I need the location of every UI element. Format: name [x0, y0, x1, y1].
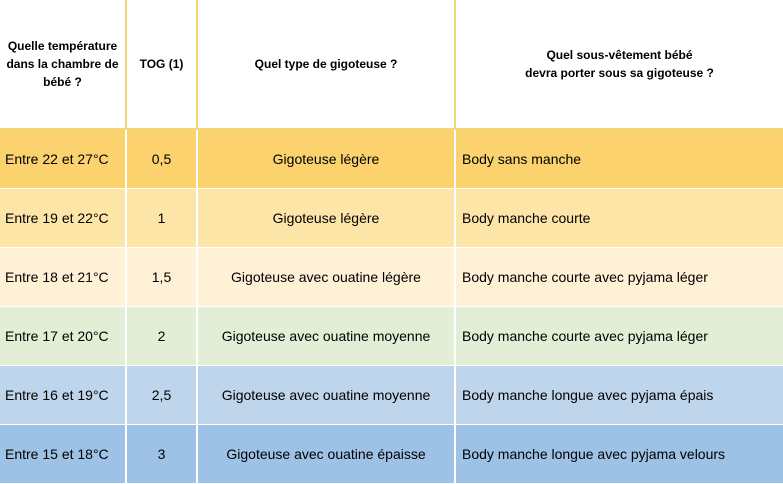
- tog-cell: 1,5: [126, 248, 197, 307]
- sleeping-bag-type-cell: Gigoteuse avec ouatine moyenne: [197, 366, 455, 425]
- temperature-range-cell: Entre 17 et 20°C: [0, 307, 126, 366]
- sleeping-bag-type-cell: Gigoteuse avec ouatine épaisse: [197, 425, 455, 484]
- table-row: [0, 366, 783, 425]
- sleeping-bag-type-cell: Gigoteuse légère: [197, 129, 455, 189]
- sleeping-bag-type-cell: Gigoteuse avec ouatine moyenne: [197, 307, 455, 366]
- table-row: [0, 189, 783, 248]
- header-underwear-line2: devra porter sous sa gigoteuse ?: [525, 66, 714, 80]
- tog-cell: 0,5: [126, 129, 197, 189]
- underwear-cell: Body manche longue avec pyjama velours: [455, 425, 783, 484]
- table-row: [0, 425, 783, 484]
- table-row: [0, 248, 783, 307]
- header-tog: TOG (1): [126, 0, 197, 129]
- tog-cell: 2: [126, 307, 197, 366]
- header-sleeping-bag-type: Quel type de gigoteuse ?: [197, 0, 455, 129]
- temperature-range-cell: Entre 16 et 19°C: [0, 366, 126, 425]
- temperature-range-cell: Entre 15 et 18°C: [0, 425, 126, 484]
- header-row: [0, 0, 783, 129]
- underwear-cell: Body manche courte: [455, 189, 783, 248]
- table-row: [0, 307, 783, 366]
- table-row: [0, 129, 783, 189]
- temperature-range-cell: Entre 18 et 21°C: [0, 248, 126, 307]
- underwear-cell: Body manche courte avec pyjama léger: [455, 307, 783, 366]
- tog-cell: 2,5: [126, 366, 197, 425]
- temperature-range-cell: Entre 22 et 27°C: [0, 129, 126, 189]
- underwear-cell: Body manche longue avec pyjama épais: [455, 366, 783, 425]
- tog-cell: 1: [126, 189, 197, 248]
- sleeping-bag-type-cell: Gigoteuse légère: [197, 189, 455, 248]
- underwear-cell: Body manche courte avec pyjama léger: [455, 248, 783, 307]
- temperature-range-cell: Entre 19 et 22°C: [0, 189, 126, 248]
- sleeping-bag-type-cell: Gigoteuse avec ouatine légère: [197, 248, 455, 307]
- header-underwear-line1: Quel sous-vêtement bébé: [546, 48, 693, 62]
- underwear-cell: Body sans manche: [455, 129, 783, 189]
- header-underwear: [455, 0, 783, 129]
- header-temperature: Quelle température dans la chambre de bébé ?: [0, 0, 126, 129]
- tog-cell: 3: [126, 425, 197, 484]
